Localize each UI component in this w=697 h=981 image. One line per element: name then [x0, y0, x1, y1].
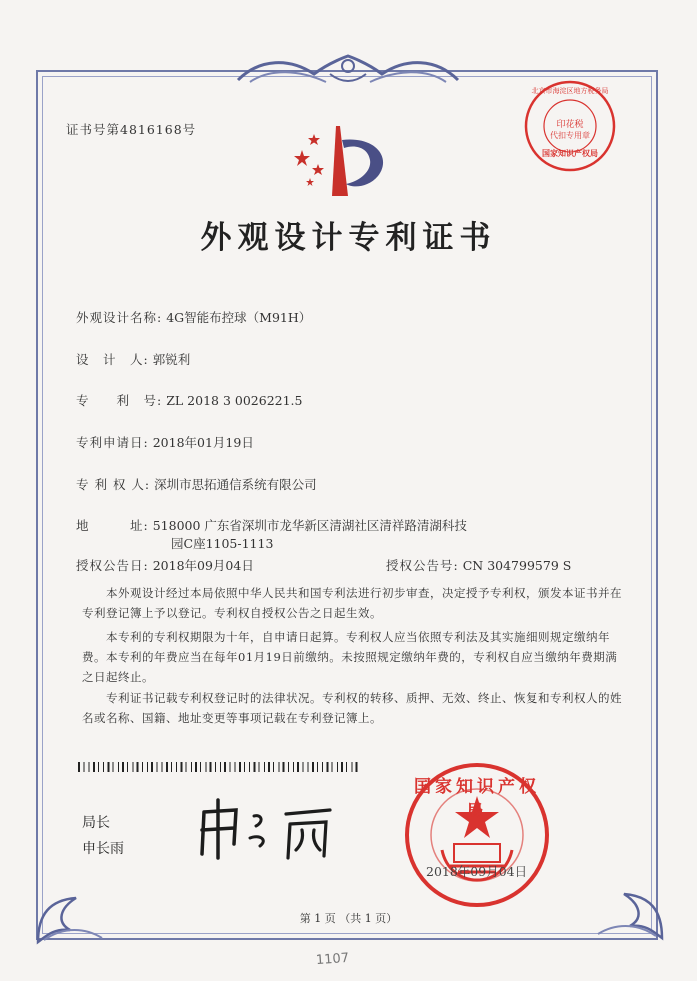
address-value-line2: 园C座1105-1113 — [171, 536, 274, 551]
barcode-bar — [181, 762, 183, 772]
application-date-value: 2018年01月19日 — [152, 435, 254, 450]
barcode-bar — [78, 762, 80, 772]
tax-stamp-center-line1: 印花税 — [556, 120, 584, 130]
patent-number-value: ZL 2018 3 0026221.5 — [166, 393, 303, 408]
barcode-bar — [162, 762, 163, 772]
barcode-bar — [327, 762, 329, 772]
barcode-bar — [166, 762, 168, 772]
barcode-bar — [352, 762, 353, 772]
certificate-number: 证书号第4816168号 — [66, 122, 197, 137]
barcode-bar — [230, 762, 231, 772]
tax-stamp-bottom-text: 国家知识产权局 — [542, 148, 598, 158]
barcode-bar — [279, 762, 280, 772]
barcode-bar — [220, 762, 221, 772]
barcode-bar — [273, 762, 274, 772]
patentee-label: 专 利 权 人: — [76, 477, 151, 492]
barcode-bar — [322, 762, 323, 772]
barcode-bar — [98, 762, 99, 772]
tax-stamp-ring-text: 北京市海淀区地方税务局 — [531, 87, 609, 95]
barcode-bar — [297, 762, 299, 772]
barcode-bar — [142, 762, 143, 772]
field-patent-number — [76, 391, 303, 409]
barcode-bar — [93, 762, 95, 772]
barcode-bar — [176, 762, 177, 772]
barcode-bar — [215, 762, 216, 772]
barcode-bar — [157, 762, 158, 772]
barcode-bar — [206, 762, 207, 772]
barcode-bar — [293, 762, 294, 772]
barcode-bar — [224, 762, 226, 772]
tax-stamp-center-line2: 代扣专用章 — [550, 131, 590, 140]
barcode-bar — [84, 762, 85, 772]
issue-date: 2018年09月04日 — [426, 864, 528, 879]
top-ornament — [230, 52, 466, 90]
patent-office-logo — [288, 122, 398, 202]
barcode-bar — [235, 762, 236, 772]
barcode-bar — [288, 762, 289, 772]
barcode-bar — [337, 762, 338, 772]
barcode-bar — [171, 762, 172, 772]
barcode — [78, 762, 360, 772]
page-footer: 第 1 页 （共 1 页） — [299, 912, 398, 925]
barcode-bar — [127, 762, 128, 772]
field-designer — [76, 350, 190, 368]
barcode-bar — [118, 762, 119, 772]
field-grant-number — [386, 556, 571, 574]
barcode-bar — [259, 762, 260, 772]
paragraph-legal-status: 专利证书记载专利权登记时的法律状况。专利权的转移、质押、无效、终止、恢复和专利权人的姓名或名称、国籍、地址变更等事项记载在专利登记簿上。 — [82, 691, 622, 725]
grant-number-label: 授权公告号: — [386, 558, 459, 573]
barcode-bar — [200, 762, 201, 772]
barcode-bar — [332, 762, 333, 772]
barcode-bar — [346, 762, 347, 772]
barcode-bar — [283, 762, 285, 772]
barcode-bar — [249, 762, 250, 772]
patent-number-label: 专 利 号: — [76, 393, 163, 408]
designer-label: 设 计 人: — [76, 352, 149, 367]
paragraph-grant-notice: 本外观设计经过本局依照中华人民共和国专利法进行初步审查，决定授予专利权，颁发本证书并在专利登记簿上予以登记。专利权自授权公告之日起生效。 — [82, 586, 622, 620]
barcode-bar — [103, 762, 104, 772]
design-name-value: 4G智能布控球（M91H） — [166, 310, 312, 325]
barcode-bar — [137, 762, 139, 772]
director-signature — [190, 794, 350, 864]
paragraph-term-notice: 本专利的专利权期限为十年，自申请日起算。专利权人应当依照专利法及其实施细则规定缴纳年费。本专利的年费应当在每年01月19日前缴纳。未按照规定缴纳年费的，专利权自应当缴纳年费期满之日起终止。 — [82, 630, 618, 684]
barcode-bar — [191, 762, 192, 772]
barcode-bar — [210, 762, 212, 772]
barcode-bar — [108, 762, 110, 772]
barcode-bar — [264, 762, 265, 772]
design-name-label: 外观设计名称: — [76, 310, 163, 325]
barcode-bar — [195, 762, 197, 772]
field-patentee — [76, 475, 317, 493]
patentee-value: 深圳市思拓通信系统有限公司 — [154, 477, 317, 492]
application-date-label: 专利申请日: — [76, 435, 149, 450]
barcode-bar — [268, 762, 270, 772]
handwritten-note: 1107 — [315, 950, 350, 969]
barcode-bar — [244, 762, 245, 772]
barcode-bar — [113, 762, 114, 772]
barcode-bar — [341, 762, 343, 772]
director-title: 局长 — [82, 815, 110, 831]
grant-date-value: 2018年09月04日 — [152, 558, 254, 573]
barcode-bar — [254, 762, 256, 772]
director-name: 申长雨 — [82, 841, 124, 857]
barcode-bar — [308, 762, 309, 772]
barcode-bar — [356, 762, 358, 772]
grant-date-label: 授权公告日: — [76, 558, 149, 573]
barcode-bar — [89, 762, 90, 772]
barcode-bar — [133, 762, 134, 772]
address-value-line1: 518000 广东省深圳市龙华新区清湖社区清祥路清湖科技 — [152, 518, 467, 533]
barcode-bar — [317, 762, 318, 772]
barcode-bar — [122, 762, 124, 772]
field-design-name — [76, 308, 311, 326]
barcode-bar — [303, 762, 304, 772]
field-address — [76, 516, 467, 534]
barcode-bar — [151, 762, 153, 772]
designer-value: 郭锐利 — [152, 352, 191, 367]
field-grant-date — [76, 556, 254, 574]
national-ip-office-seal-text: 国家知识产权局 — [414, 777, 540, 822]
barcode-bar — [147, 762, 148, 772]
grant-number-value: CN 304799579 S — [462, 558, 572, 573]
barcode-bar — [312, 762, 314, 772]
certificate-title: 外观设计专利证书 — [200, 220, 497, 256]
field-application-date — [76, 433, 254, 451]
barcode-bar — [239, 762, 241, 772]
address-label: 地 址: — [76, 518, 149, 533]
barcode-bar — [186, 762, 187, 772]
